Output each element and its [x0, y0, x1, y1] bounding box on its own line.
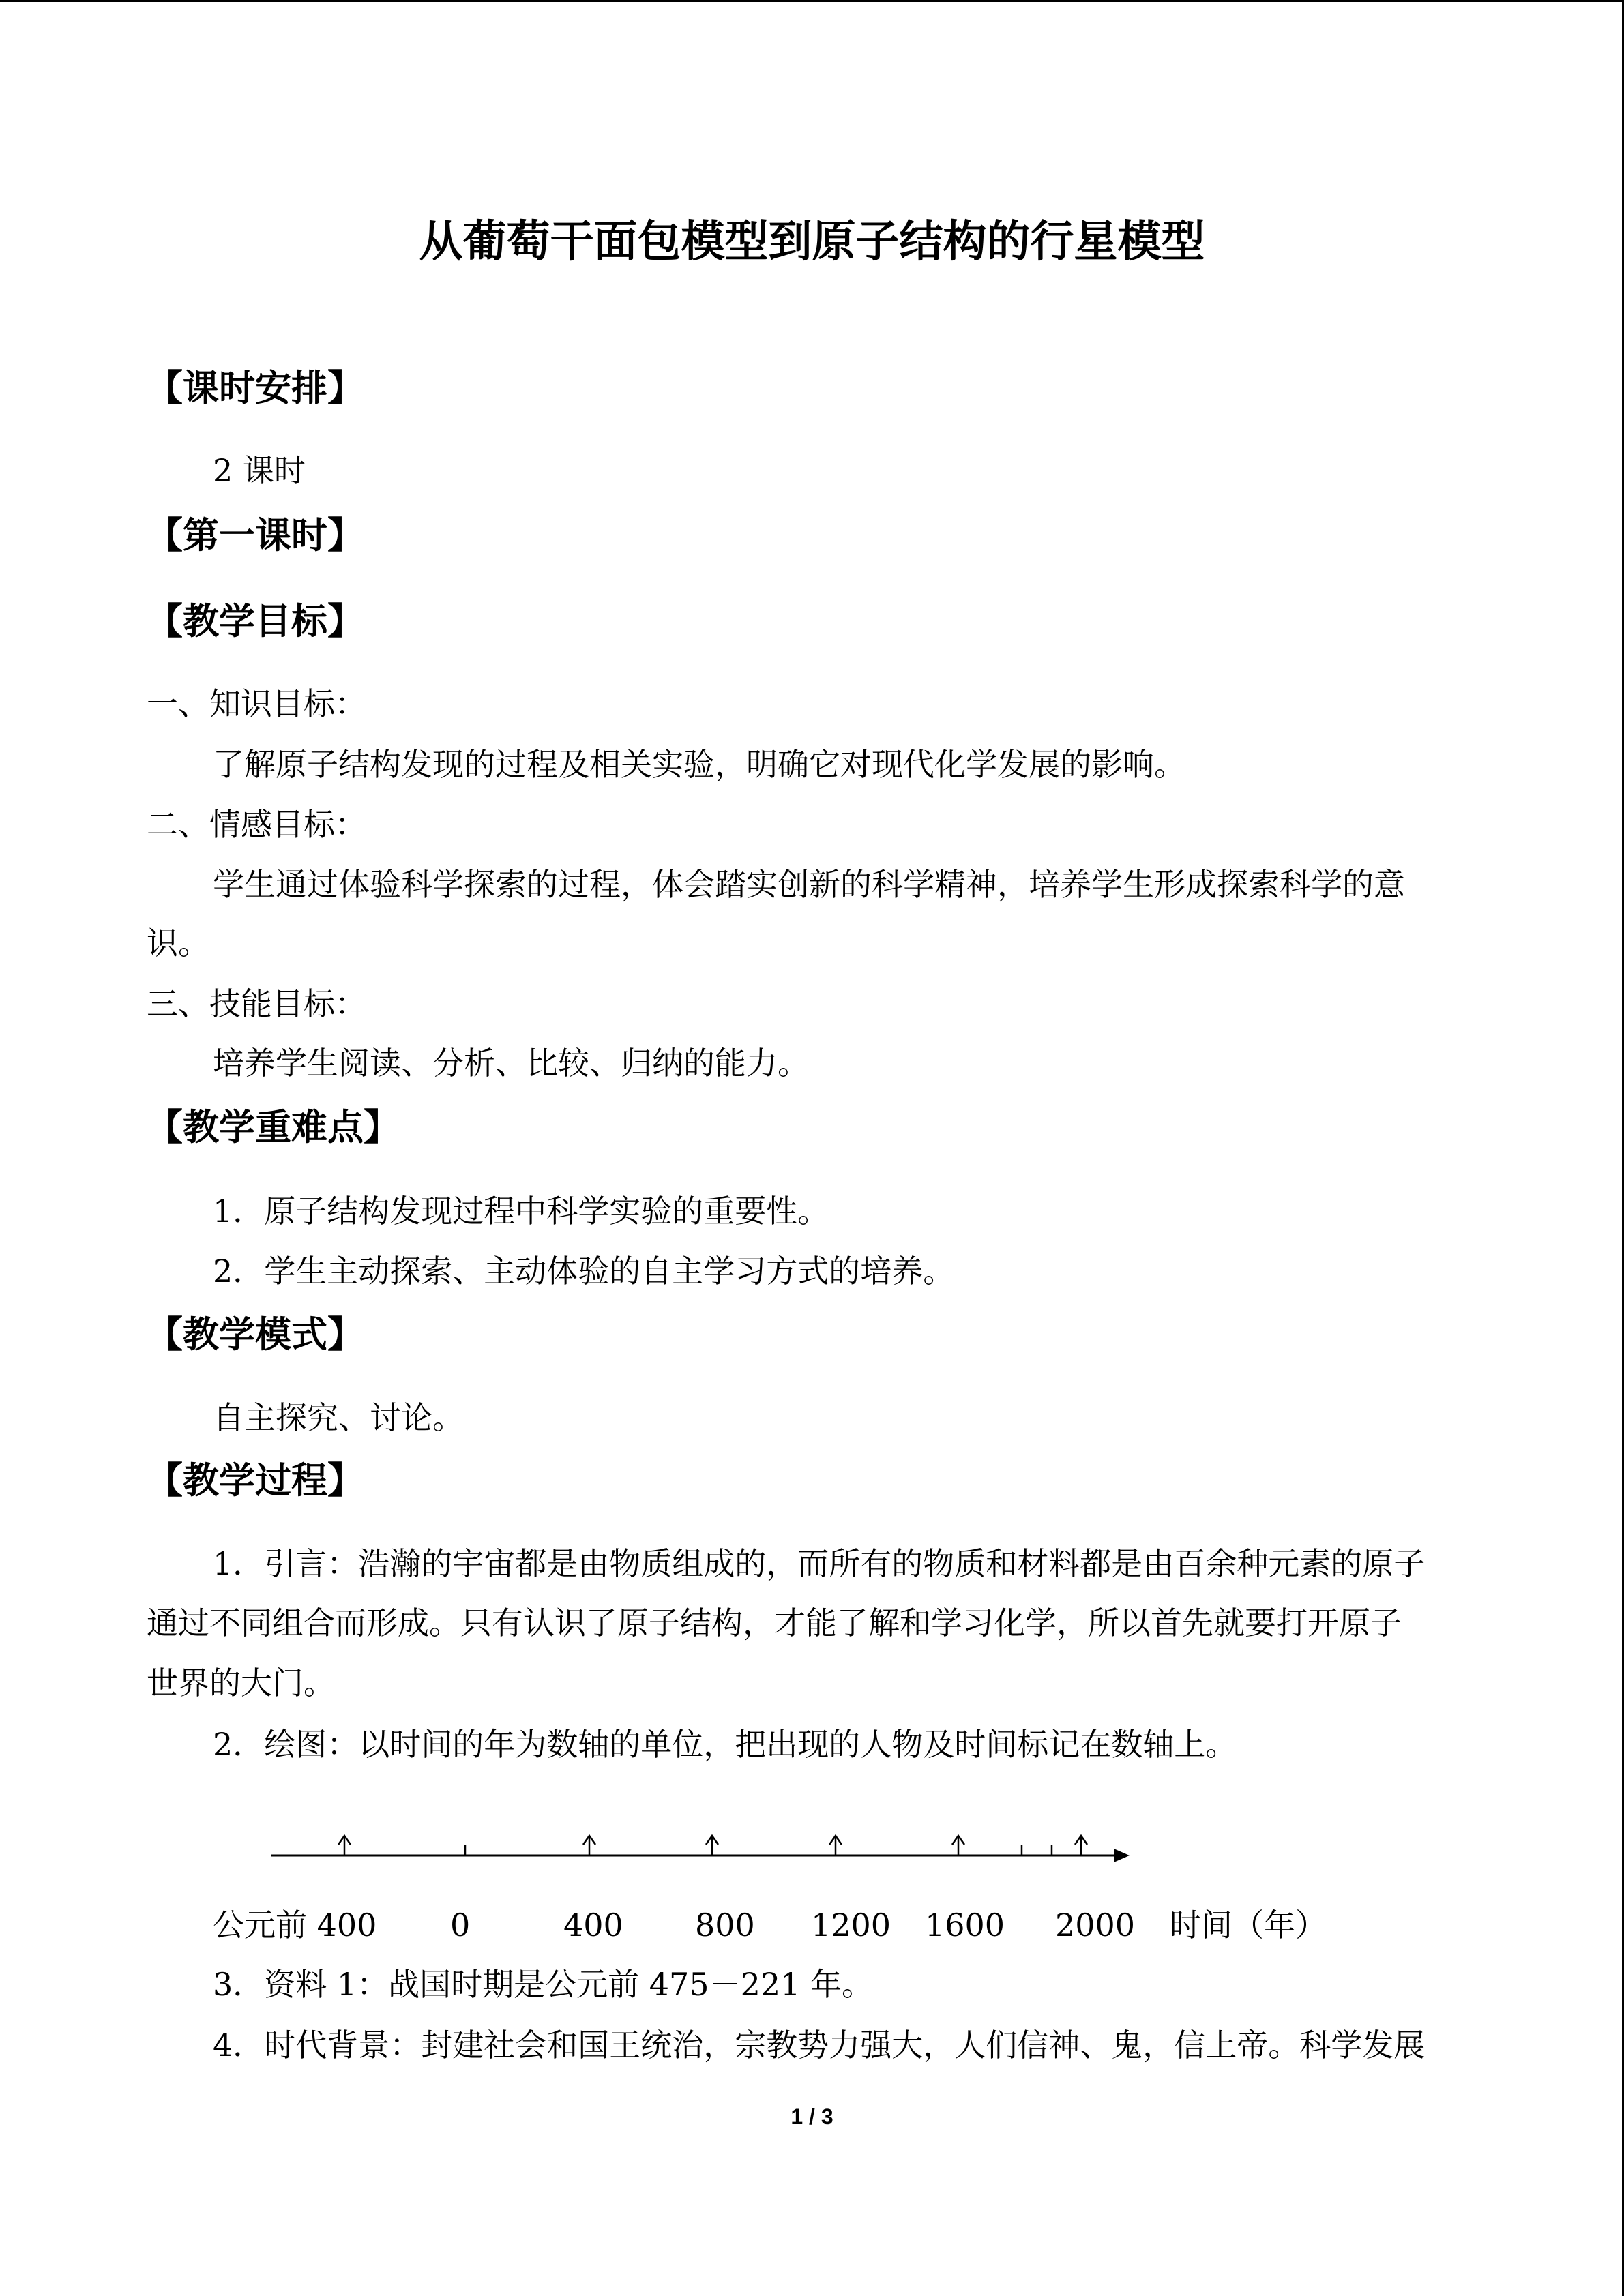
- heading-schedule: 【课时安排】: [147, 368, 364, 409]
- axis-unit-label: 时间（年）: [1170, 1907, 1327, 1943]
- goal2-text-line1: 学生通过体验科学探索的过程，体会踏实创新的科学精神，培养学生形成探索科学的意: [213, 866, 1405, 903]
- goal3-label: 三、技能目标：: [147, 985, 366, 1022]
- axis-arrow-mark: [829, 1836, 842, 1855]
- timeline-axis: [266, 1826, 1139, 1888]
- process-1-line3: 世界的大门。: [147, 1665, 335, 1701]
- axis-arrow-mark: [1075, 1836, 1087, 1855]
- heading-process: 【教学过程】: [147, 1460, 364, 1502]
- heading-keypoints: 【教学重难点】: [147, 1107, 400, 1148]
- heading-first-lesson: 【第一课时】: [147, 515, 364, 556]
- axis-label-800: 800: [695, 1907, 755, 1943]
- axis-label-2000: 2000: [1055, 1907, 1136, 1943]
- keypoint-1: 1．原子结构发现过程中科学实验的重要性。: [213, 1193, 829, 1229]
- mode-text: 自主探究、讨论。: [213, 1399, 464, 1436]
- document-title: 从葡萄干面包模型到原子结构的行星模型: [419, 217, 1205, 267]
- heading-goals: 【教学目标】: [147, 601, 364, 642]
- axis-label-0: 0: [450, 1907, 471, 1943]
- goal1-label: 一、知识目标：: [147, 685, 366, 722]
- process-4: 4．时代背景：封建社会和国王统治，宗教势力强大，人们信神、鬼，信上帝。科学发展: [213, 2027, 1426, 2063]
- axis-label-1200: 1200: [811, 1907, 891, 1943]
- axis-label-1600: 1600: [925, 1907, 1005, 1943]
- axis-arrow-mark: [952, 1836, 964, 1855]
- axis-arrow-mark: [706, 1836, 718, 1855]
- goal2-text-line2: 识。: [147, 925, 209, 961]
- page-number: 1 / 3: [791, 2104, 833, 2129]
- axis-arrow-mark: [583, 1836, 595, 1855]
- axis-arrowhead: [1114, 1849, 1130, 1862]
- goal2-label: 二、情感目标：: [147, 806, 366, 843]
- schedule-value: 2 课时: [213, 452, 306, 489]
- heading-mode: 【教学模式】: [147, 1314, 364, 1356]
- goal1-text: 了解原子结构发现的过程及相关实验，明确它对现代化学发展的影响。: [213, 746, 1185, 783]
- goal3-text: 培养学生阅读、分析、比较、归纳的能力。: [213, 1045, 809, 1082]
- axis-label-bc400: 公元前 400: [213, 1907, 377, 1943]
- process-1-line2: 通过不同组合而形成。只有认识了原子结构，才能了解和学习化学，所以首先就要打开原子: [147, 1605, 1402, 1641]
- axis-arrow-mark: [338, 1836, 351, 1855]
- keypoint-2: 2．学生主动探索、主动体验的自主学习方式的培养。: [213, 1253, 955, 1289]
- process-2: 2．绘图：以时间的年为数轴的单位，把出现的人物及时间标记在数轴上。: [213, 1726, 1237, 1763]
- process-1-line1: 1．引言：浩瀚的宇宙都是由物质组成的，而所有的物质和材料都是由百余种元素的原子: [213, 1545, 1426, 1582]
- process-3: 3．资料 1：战国时期是公元前 475－221 年。: [213, 1966, 873, 2003]
- axis-label-400: 400: [563, 1907, 623, 1943]
